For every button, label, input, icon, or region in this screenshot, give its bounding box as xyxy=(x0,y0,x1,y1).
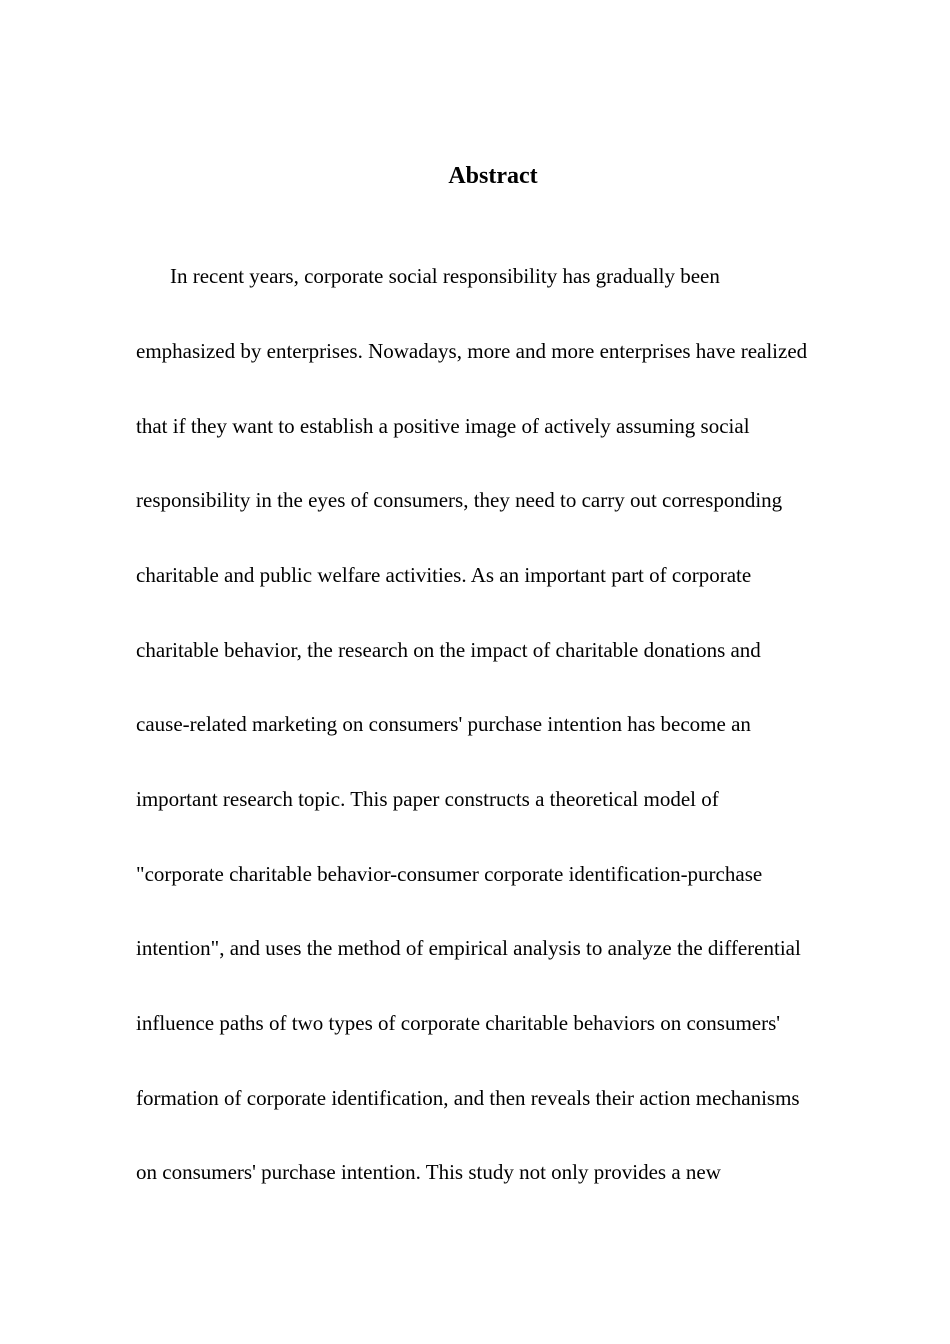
page-title: Abstract xyxy=(448,163,538,189)
abstract-line: In recent years, corporate social responsibility has gradually been xyxy=(170,264,720,288)
abstract-line: cause-related marketing on consumers' purchase intention has become an xyxy=(136,712,751,736)
abstract-line: "corporate charitable behavior-consumer corporate identification-purchase xyxy=(136,862,763,886)
abstract-line: formation of corporate identification, and then reveals their action mechanisms xyxy=(136,1086,800,1110)
abstract-line: intention", and uses the method of empirical analysis to analyze the differential xyxy=(136,936,801,960)
abstract-line: that if they want to establish a positive image of actively assuming social xyxy=(136,414,750,438)
abstract-line: charitable and public welfare activities. As an important part of corporate xyxy=(136,563,752,587)
abstract-line: responsibility in the eyes of consumers, they need to carry out corresponding xyxy=(136,488,783,512)
abstract-line: charitable behavior, the research on the impact of charitable donations and xyxy=(136,638,761,662)
abstract-line: emphasized by enterprises. Nowadays, more and more enterprises have realized xyxy=(136,339,808,363)
abstract-line: influence paths of two types of corporate charitable behaviors on consumers' xyxy=(136,1011,781,1035)
abstract-line: on consumers' purchase intention. This study not only provides a new xyxy=(136,1160,721,1184)
abstract-line: important research topic. This paper constructs a theoretical model of xyxy=(136,787,719,811)
